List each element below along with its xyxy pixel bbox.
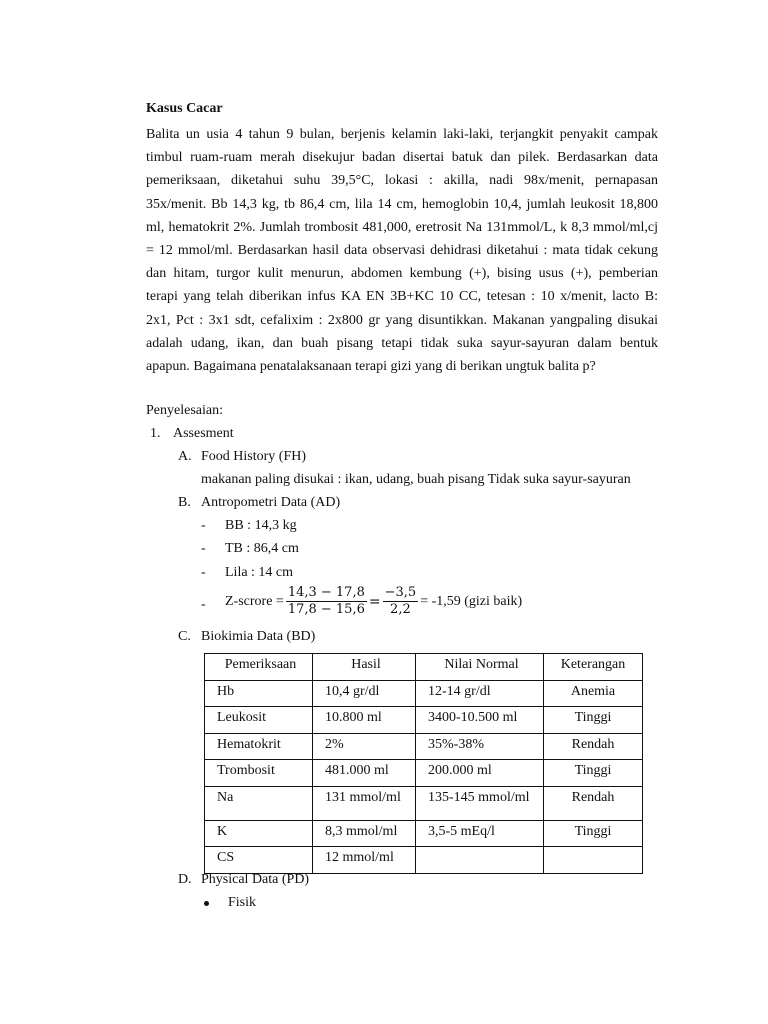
cell-pemeriksaan: K	[205, 820, 313, 847]
dash-marker: -	[201, 565, 206, 580]
zscore-result: = -1,59 (gizi baik)	[420, 593, 523, 609]
cell-pemeriksaan: CS	[205, 847, 313, 874]
cell-keterangan	[544, 847, 643, 874]
table-row	[205, 820, 643, 847]
zscore-numerator-2: −3,5	[384, 585, 417, 600]
case-line: Balita un usia 4 tahun 9 bulan, berjenis kelamin laki-laki, terjangkit penyakit campak	[146, 127, 658, 142]
cell-nilai-normal: 12-14 gr/dl	[416, 680, 544, 707]
solution-heading: Penyelesaian:	[146, 403, 223, 418]
case-line: adalah udang, ikan, dan buah pisang tetapi tidak suka sayur-sayuran dalam bentuk	[146, 335, 658, 351]
table-row	[205, 680, 643, 707]
ad-letter: B.	[178, 495, 191, 510]
table-row	[205, 760, 643, 787]
fh-text: makanan paling disukai : ikan, udang, buah pisang Tidak suka sayur-sayuran	[201, 472, 631, 487]
cell-pemeriksaan: Na	[205, 786, 313, 820]
cell-pemeriksaan: Hb	[205, 680, 313, 707]
cell-keterangan: Rendah	[544, 786, 643, 820]
header-hasil: Hasil	[313, 654, 416, 681]
cell-nilai-normal: 200.000 ml	[416, 760, 544, 787]
table-row	[205, 733, 643, 760]
cell-hasil: 2%	[313, 733, 416, 760]
dash-marker: -	[201, 541, 206, 556]
table-header-row	[205, 654, 643, 681]
biokimia-table	[204, 653, 643, 874]
zscore-label: Z-scrore =	[225, 593, 284, 609]
zscore-denominator-2: 2,2	[390, 602, 411, 617]
section-1-number: 1.	[150, 426, 161, 441]
case-line: terapi yang telah diberikan infus KA EN 3B+KC 10 CC, tetesan : 10 x/menit, lacto B:	[146, 289, 658, 305]
bullet-icon	[204, 901, 209, 906]
cell-nilai-normal: 3,5-5 mEq/l	[416, 820, 544, 847]
cell-hasil: 12 mmol/ml	[313, 847, 416, 874]
cell-keterangan: Tinggi	[544, 707, 643, 734]
zscore-denominator-1: 17,8 − 15,6	[287, 602, 365, 617]
ad-item-tb: TB : 86,4 cm	[225, 541, 299, 556]
pd-label: Physical Data (PD)	[201, 872, 310, 887]
ad-item-lila: Lila : 14 cm	[225, 565, 294, 580]
case-line: 35x/menit. Bb 14,3 kg, tb 86,4 cm, lila 14 cm, hemoglobin 10,4, jumlah leukosit 18,800	[146, 196, 658, 212]
ad-item-bb: BB : 14,3 kg	[225, 518, 297, 533]
cell-keterangan: Rendah	[544, 733, 643, 760]
dash-marker: -	[201, 518, 206, 533]
case-line: 2x1, Pct : 3x1 sdt, cefalixim : 2x800 gr yang disuntikkan. Makanan yangpaling disukai	[146, 312, 658, 328]
fh-label: Food History (FH)	[201, 449, 307, 464]
zscore-fraction-1	[286, 585, 367, 618]
cell-hasil: 10,4 gr/dl	[313, 680, 416, 707]
case-line: apapun. Bagaimana penatalaksanaan terapi gizi yang di berikan ungtuk balita p?	[146, 358, 596, 374]
table-row	[205, 847, 643, 874]
zscore-fraction-2	[383, 585, 419, 618]
case-line: timbul ruam-ruam merah disekujur badan disertai batuk dan pilek. Berdasarkan data	[146, 150, 658, 166]
zscore-formula	[225, 585, 522, 618]
cell-nilai-normal: 35%-38%	[416, 733, 544, 760]
zscore-numerator-1: 14,3 − 17,8	[287, 585, 365, 600]
case-line: dan hitam, turgor kulit menurun, abdomen kembung (+), bising usus (+), pemberian	[146, 266, 658, 282]
dash-marker: -	[201, 597, 206, 612]
cell-hasil: 8,3 mmol/ml	[313, 820, 416, 847]
header-pemeriksaan: Pemeriksaan	[205, 654, 313, 681]
case-line: pemeriksaan, diketahui suhu 39,5°C, lokasi : akilla, nadi 98x/menit, pernapasan	[146, 173, 658, 189]
section-1-label: Assesment	[173, 426, 234, 441]
cell-pemeriksaan: Hematokrit	[205, 733, 313, 760]
cell-nilai-normal: 3400-10.500 ml	[416, 707, 544, 734]
cell-hasil: 131 mmol/ml	[313, 786, 416, 820]
cell-nilai-normal: 135-145 mmol/ml	[416, 786, 544, 820]
cell-nilai-normal	[416, 847, 544, 874]
pd-letter: D.	[178, 872, 192, 887]
cell-keterangan: Tinggi	[544, 760, 643, 787]
fh-letter: A.	[178, 449, 192, 464]
cell-keterangan: Anemia	[544, 680, 643, 707]
bd-letter: C.	[178, 629, 191, 644]
header-nilai-normal: Nilai Normal	[416, 654, 544, 681]
cell-hasil: 481.000 ml	[313, 760, 416, 787]
case-line: = 12 mmol/ml. Berdasarkan hasil data observasi dehidrasi diketahui : mata tidak cekung	[146, 242, 658, 258]
ad-label: Antropometri Data (AD)	[201, 495, 341, 510]
case-title: Kasus Cacar	[146, 101, 223, 116]
equals-sign: =	[368, 593, 381, 610]
pd-bullet-fisik: Fisik	[228, 895, 257, 910]
case-line: ml, hematokrit 2%. Jumlah trombosit 481,000, eretrosit Na 131mmol/L, k 8,3 mmol/ml,cj	[146, 219, 658, 235]
table-row	[205, 707, 643, 734]
cell-pemeriksaan: Trombosit	[205, 760, 313, 787]
case-description	[146, 123, 658, 378]
table-row	[205, 786, 643, 820]
cell-pemeriksaan: Leukosit	[205, 707, 313, 734]
cell-hasil: 10.800 ml	[313, 707, 416, 734]
bd-label: Biokimia Data (BD)	[201, 629, 316, 644]
cell-keterangan: Tinggi	[544, 820, 643, 847]
header-keterangan: Keterangan	[544, 654, 643, 681]
